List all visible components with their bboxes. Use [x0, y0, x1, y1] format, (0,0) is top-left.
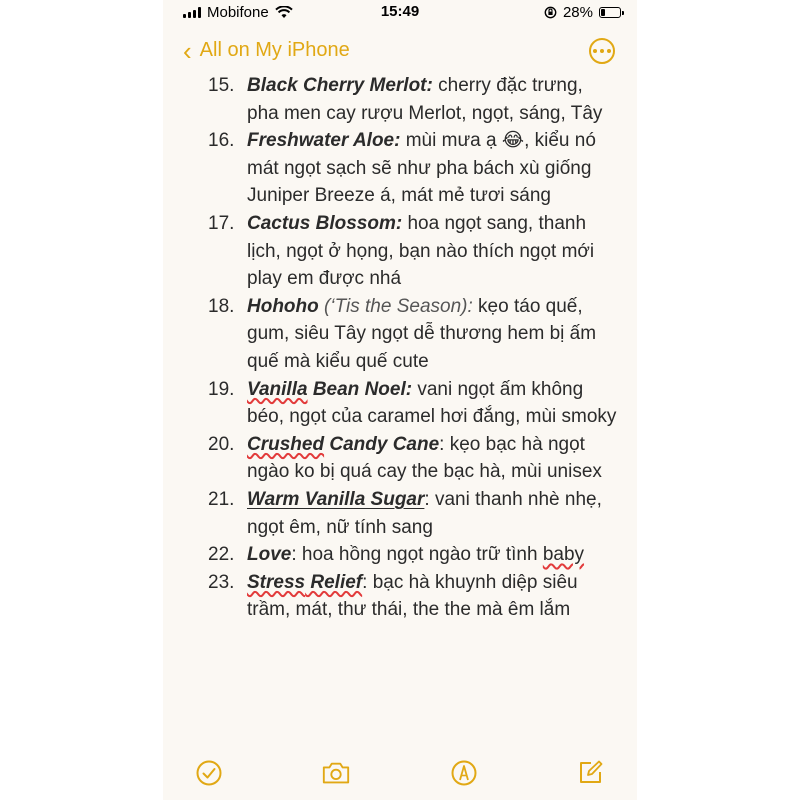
battery-percent: 28% [562, 4, 593, 21]
item-name: Cactus Blossom: [247, 212, 403, 234]
item-name: Bean Noel: [307, 378, 413, 400]
item-text: hoa ngọt sang, thanh lịch, ngọt ở họng, bạn nào thích ngọt mới play em được nhá [247, 212, 595, 290]
compose-icon[interactable] [575, 758, 605, 788]
item-text: : bạc hà khuynh diệp siêu trầm, mát, thư thái, the the mà êm lắm [247, 571, 578, 621]
status-right [544, 4, 621, 21]
ellipsis-circle-icon[interactable] [589, 38, 615, 64]
item-text: cherry đặc trưng, pha men cay rượu Merlot, ngọt, sáng, Tây [247, 75, 603, 124]
chevron-left-icon: ‹ [183, 35, 192, 66]
item-name-misspelled: Relief [305, 571, 363, 593]
bottom-toolbar [163, 758, 637, 792]
checklist-icon[interactable] [194, 758, 224, 788]
back-label: All on My iPhone [199, 39, 350, 61]
item-number: 22. [208, 544, 235, 566]
item-name: Freshwater Aloe: [247, 130, 401, 152]
camera-icon[interactable] [321, 758, 351, 788]
list-item [163, 72, 637, 127]
item-number: 18. [208, 295, 235, 317]
item-name: Hohoho [247, 295, 319, 317]
carrier-label: Mobifone [207, 4, 269, 21]
item-number: 17. [208, 212, 235, 234]
note-body[interactable] [163, 72, 637, 624]
item-text: : vani thanh nhè nhẹ, ngọt êm, nữ tính sang [247, 488, 602, 538]
markup-pen-icon[interactable] [449, 758, 479, 788]
list-item [163, 376, 637, 431]
list-item [163, 293, 637, 376]
orientation-lock-icon [544, 6, 557, 19]
list-item [163, 541, 637, 569]
item-text: kẹo táo quế, gum, siêu Tây ngọt dễ thương hem bị ấm quế mà kiểu quế cute [247, 295, 597, 372]
item-number: 23. [208, 571, 235, 593]
list-item [163, 486, 637, 541]
item-name: Love [247, 544, 292, 566]
item-name-misspelled: Stress [247, 571, 306, 593]
back-button[interactable] [183, 35, 350, 66]
list-item [163, 431, 637, 486]
notes-screen [163, 0, 637, 800]
status-bar [163, 0, 637, 26]
nav-bar [163, 34, 637, 68]
item-number: 20. [208, 433, 235, 455]
item-text-misspelled: baby [542, 544, 585, 566]
item-text: : kẹo bạc hà ngọt ngào ko bị quá cay the bạc hà, mùi unisex [247, 433, 602, 483]
item-number: 16. [208, 130, 235, 152]
item-number: 21. [208, 488, 235, 510]
item-name-misspelled: Vanilla [247, 378, 308, 400]
item-name: Warm Vanilla Sugar [247, 488, 425, 510]
item-text: : hoa hồng ngọt ngào trữ tình [291, 544, 543, 566]
item-name: Black Cherry Merlot: [247, 75, 433, 96]
item-text: mùi mưa ạ 😂, kiểu nó mát ngọt sạch sẽ như pha bách xù giống Juniper Breeze á, mát mẻ tươi sáng [247, 130, 596, 207]
status-time: 15:49 [380, 3, 420, 20]
item-name-misspelled: Crushed [247, 433, 325, 455]
item-number: 15. [208, 75, 235, 96]
battery-icon [599, 7, 621, 18]
item-name: Candy Cane [324, 433, 440, 455]
list-item [163, 127, 637, 210]
item-text: vani ngọt ấm không béo, ngọt của caramel hơi đắng, mùi smoky [247, 378, 617, 428]
item-subtitle: (‘Tis the Season): [318, 295, 473, 317]
item-number: 19. [208, 378, 235, 400]
list-item [163, 210, 637, 293]
list-item [163, 569, 637, 624]
